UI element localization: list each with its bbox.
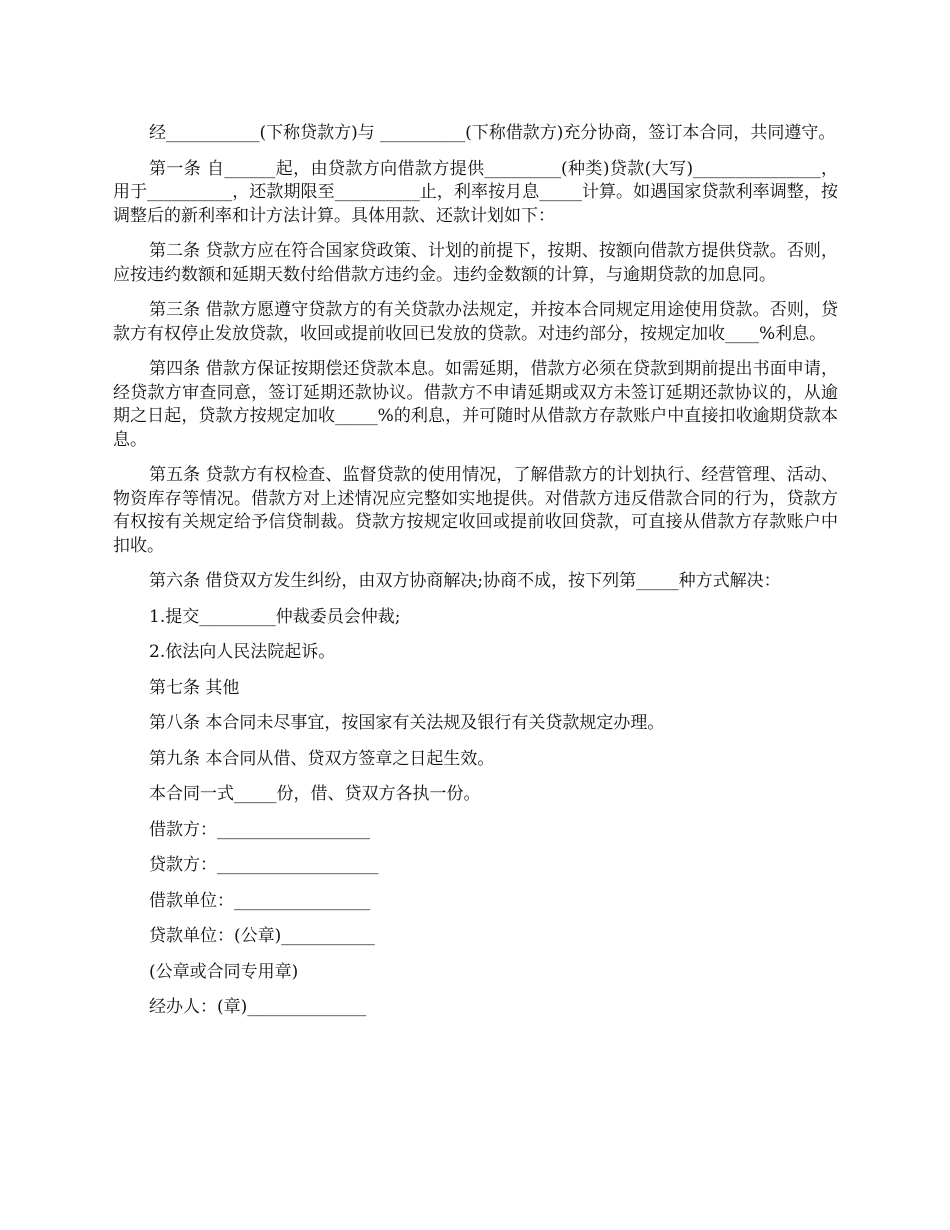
handler-signature-line: 经办人：(章)______________ [149, 997, 367, 1017]
lending-unit-seal-line: 贷款单位：(公章)___________ [149, 926, 375, 946]
borrower-signature-line: 借款方：__________________ [149, 819, 370, 840]
article-6: 第六条 借贷双方发生纠纷，由双方协商解决;协商不成，按下列第_____种方式解决： [149, 571, 781, 591]
borrowing-unit-line: 借款单位：________________ [149, 890, 370, 911]
copies-line: 本合同一式_____份，借、贷双方各执一份。 [149, 784, 481, 804]
article-8: 第八条 本合同未尽事宜，按国家有关法规及银行有关贷款规定办理。 [149, 713, 665, 733]
option-1-arbitration: 1.提交_________仲裁委员会仲裁; [149, 606, 401, 627]
contract-document [113, 122, 838, 1032]
article-7: 第七条 其他 [149, 677, 240, 698]
article-9: 第九条 本合同从借、贷双方签章之日起生效。 [149, 748, 495, 769]
intro-paragraph: 经___________(下称贷款方)与 __________(下称借款方)充分协商，签订本合同，共同遵守。 [149, 123, 836, 143]
lender-signature-line: 贷款方：___________________ [149, 855, 379, 875]
seal-note: (公章或合同专用章) [149, 961, 299, 982]
article-4: 第四条 借款方保证按期偿还贷款本息。如需延期，借款方必须在贷款到期前提出书面申请，经贷款方审查同意，签订延期还款协议。借款方不申请延期或双方未签订延期还款协议的，从逾期之日起，贷款方按规定加收_____%的利息，并可随时从借款方存款账户中直接扣收逾期贷款本息。 [113, 359, 838, 450]
article-1: 第一条 自______起，由贷款方向借款方提供_________(种类)贷款(大写)_______________，用于__________，还款期限至__________止，利率按月息_____计算。如遇国家贷款利率调整，按调整后的新利率和计方法计算。具体用款、还款计划如下： [113, 158, 838, 226]
article-2: 第二条 贷款方应在符合国家贷政策、计划的前提下，按期、按额向借款方提供贷款。否则，应按违约数额和延期天数付给借款方违约金。违约金数额的计算，与逾期贷款的加息同。 [113, 241, 838, 285]
option-2-court: 2.依法向人民法院起诉。 [149, 642, 336, 662]
article-5: 第五条 贷款方有权检查、监督贷款的使用情况，了解借款方的计划执行、经营管理、活动、物资库存等情况。借款方对上述情况应完整如实地提供。对借款方违反借款合同的行为，贷款方有权按有关规定给予信贷制裁。贷款方按规定收回或提前收回贷款，可直接从借款方存款账户中扣收。 [113, 465, 838, 556]
article-3: 第三条 借款方愿遵守贷款方的有关贷款办法规定，并按本合同规定用途使用贷款。否则，贷款方有权停止发放贷款，收回或提前收回已发放的贷款。对违约部分，按规定加收____%利息。 [113, 300, 838, 344]
